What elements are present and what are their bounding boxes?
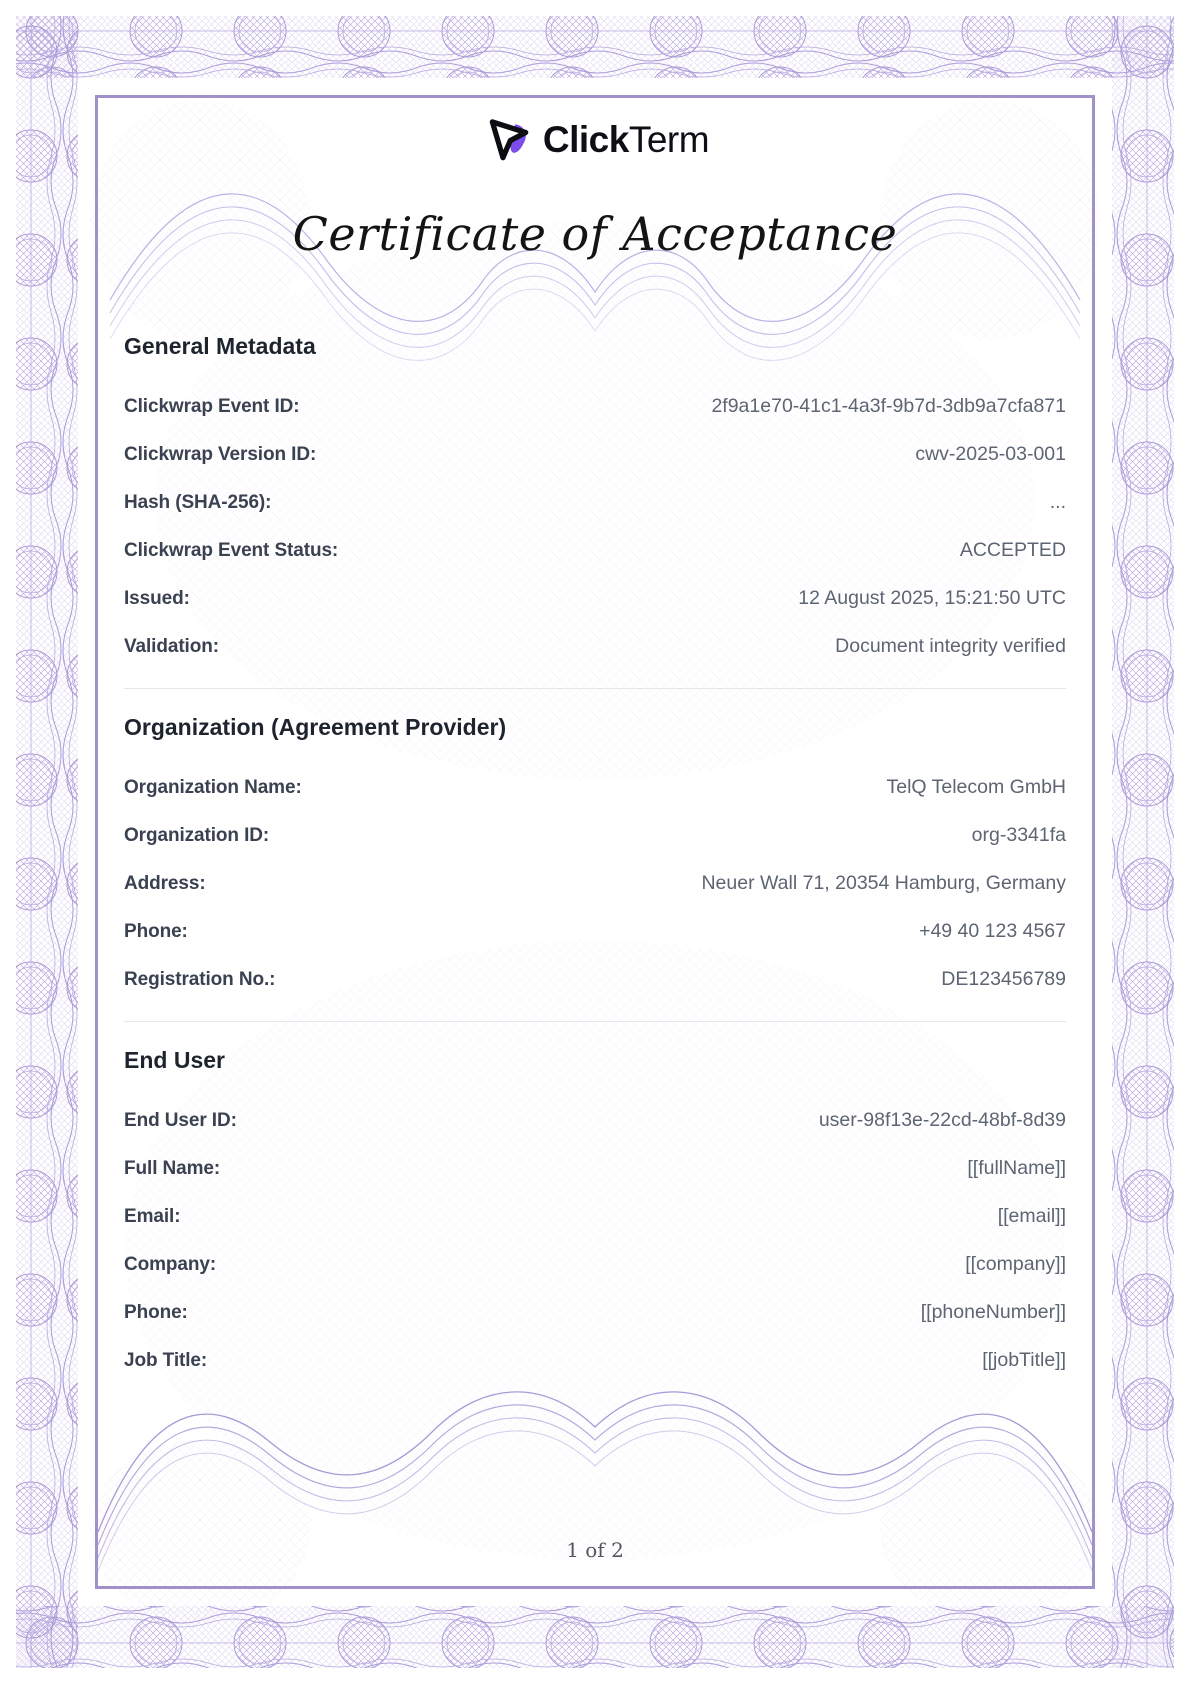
field-label: Issued: — [124, 588, 190, 609]
row-hash-sha256 — [124, 478, 1066, 526]
row-company — [124, 1240, 1066, 1288]
field-value: Document integrity verified — [835, 635, 1066, 657]
field-value: cwv-2025-03-001 — [915, 443, 1066, 465]
field-label: Clickwrap Version ID: — [124, 444, 317, 465]
field-label: Address: — [124, 873, 206, 894]
field-label: Clickwrap Event ID: — [124, 396, 300, 417]
row-job-title — [124, 1336, 1066, 1384]
field-value: DE123456789 — [941, 968, 1066, 990]
field-value: ... — [1049, 491, 1066, 513]
clickterm-wordmark — [542, 118, 710, 160]
field-label: Phone: — [124, 921, 188, 942]
wordmark-bold: Click — [542, 118, 629, 160]
clickterm-cursor-icon — [481, 113, 533, 165]
section-divider — [124, 688, 1066, 689]
field-value: user-98f13e-22cd-48bf-8d39 — [818, 1109, 1066, 1131]
general-metadata-rows — [124, 382, 1066, 670]
field-label: Registration No.: — [124, 969, 276, 990]
field-value: TelQ Telecom GmbH — [886, 776, 1066, 798]
row-registration-no — [124, 955, 1066, 1003]
row-validation — [124, 622, 1066, 670]
row-clickwrap-event-status — [124, 526, 1066, 574]
field-label: Clickwrap Event Status: — [124, 540, 339, 561]
row-address — [124, 859, 1066, 907]
certificate-page — [98, 98, 1092, 1586]
row-issued — [124, 574, 1066, 622]
field-value: 2f9a1e70-41c1-4a3f-9b7d-3db9a7cfa871 — [711, 395, 1066, 417]
end-user-rows — [124, 1096, 1066, 1384]
field-value: +49 40 123 4567 — [919, 920, 1066, 942]
field-label: Organization ID: — [124, 825, 270, 846]
row-organization-name — [124, 763, 1066, 811]
row-clickwrap-event-id — [124, 382, 1066, 430]
wordmark-regular: Term — [628, 118, 710, 160]
page-indicator: 1 of 2 — [566, 1538, 624, 1562]
section-divider — [124, 1021, 1066, 1022]
field-label: Job Title: — [124, 1350, 208, 1371]
field-value: ACCEPTED — [959, 539, 1066, 561]
field-label: Hash (SHA-256): — [124, 492, 272, 513]
field-value: 12 August 2025, 15:21:50 UTC — [798, 587, 1066, 609]
section-heading-general-metadata: General Metadata — [124, 333, 316, 359]
row-end-user-id — [124, 1096, 1066, 1144]
certificate-title: Certificate of Acceptance — [292, 207, 898, 261]
field-label: End User ID: — [124, 1110, 237, 1131]
field-label: Email: — [124, 1206, 181, 1227]
clickterm-logo — [124, 112, 1066, 166]
field-label: Phone: — [124, 1302, 188, 1323]
section-heading-end-user: End User — [124, 1047, 225, 1073]
row-org-phone — [124, 907, 1066, 955]
row-full-name — [124, 1144, 1066, 1192]
field-label: Company: — [124, 1254, 217, 1275]
section-heading-organization: Organization (Agreement Provider) — [124, 714, 507, 740]
field-value: [[jobTitle]] — [982, 1349, 1066, 1371]
field-label: Full Name: — [124, 1158, 221, 1179]
row-organization-id — [124, 811, 1066, 859]
field-value: [[company]] — [965, 1253, 1066, 1275]
row-email — [124, 1192, 1066, 1240]
organization-rows — [124, 763, 1066, 1003]
field-value: org-3341fa — [971, 824, 1066, 846]
field-label: Validation: — [124, 636, 219, 657]
field-label: Organization Name: — [124, 777, 302, 798]
field-value: [[email]] — [997, 1205, 1066, 1227]
field-value: Neuer Wall 71, 20354 Hamburg, Germany — [701, 872, 1066, 894]
row-user-phone — [124, 1288, 1066, 1336]
field-value: [[phoneNumber]] — [920, 1301, 1066, 1323]
field-value: [[fullName]] — [967, 1157, 1066, 1179]
row-clickwrap-version-id — [124, 430, 1066, 478]
